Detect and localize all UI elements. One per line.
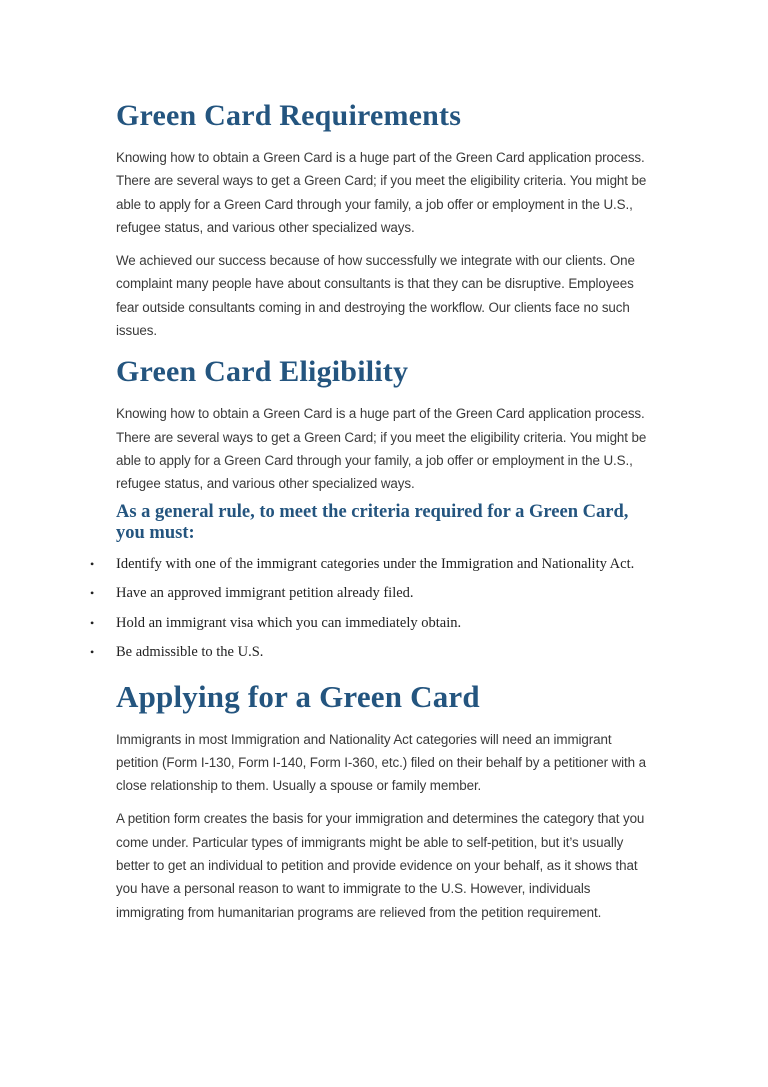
paragraph: Knowing how to obtain a Green Card is a huge part of the Green Card application process. There are several ways to get a Green Card; if you meet the eligibility criteria. You might be able to apply for a Green Card through your family, a job offer or employment in the U.S., refugee status, and various other specialized ways. — [116, 406, 647, 492]
bullet-icon: • — [90, 645, 95, 660]
paragraph: A petition form creates the basis for your immigration and determines the category that you come under. Particular types of immigrants might be able to self-petition, but it’s usually better to get an individual to petition and provide evidence on your behalf, as it shows that you have a personal reason to want to immigrate to the U.S. However, individuals immigrating from humanitarian programs are relieved from the petition requirement. — [116, 811, 645, 920]
list-item — [90, 638, 656, 668]
list-item — [90, 550, 656, 580]
bullet-icon: • — [90, 586, 95, 601]
list-item — [90, 609, 656, 639]
heading-green-card-eligibility: Green Card Eligibility — [116, 355, 409, 389]
heading-applying-for-green-card: Applying for a Green Card — [116, 678, 480, 714]
list-item-text: Have an approved immigrant petition already filed. — [116, 585, 414, 602]
paragraph: We achieved our success because of how successfully we integrate with our clients. One complaint many people have about consultants is that they can be disruptive. Employees fear outside consultants coming in and destroying the workflow. Our clients face no such issues. — [116, 253, 635, 339]
requirements-list — [90, 550, 656, 668]
list-item-text: Be admissible to the U.S. — [116, 644, 264, 661]
bullet-icon: • — [90, 556, 95, 571]
criteria-subheading: As a general rule, to meet the criteria required for a Green Card, you must: — [116, 501, 629, 543]
document-content — [90, 96, 656, 934]
list-item — [90, 579, 656, 609]
heading-green-card-requirements: Green Card Requirements — [116, 99, 462, 132]
bullet-icon: • — [90, 615, 95, 630]
list-item-text: Identify with one of the immigrant categories under the Immigration and Nationality Act. — [116, 555, 635, 572]
paragraph: Immigrants in most Immigration and Nationality Act categories will need an immigrant petition (Form I-130, Form I-140, Form I-360, etc.) filed on their behalf by a petitioner with a close relationship to them. Usually a spouse or family member. — [116, 731, 646, 794]
list-item-text: Hold an immigrant visa which you can immediately obtain. — [116, 614, 462, 631]
paragraph: Knowing how to obtain a Green Card is a huge part of the Green Card application process. There are several ways to get a Green Card; if you meet the eligibility criteria. You might be able to apply for a Green Card through your family, a job offer or employment in the U.S., refugee status, and various other specialized ways. — [116, 150, 647, 235]
